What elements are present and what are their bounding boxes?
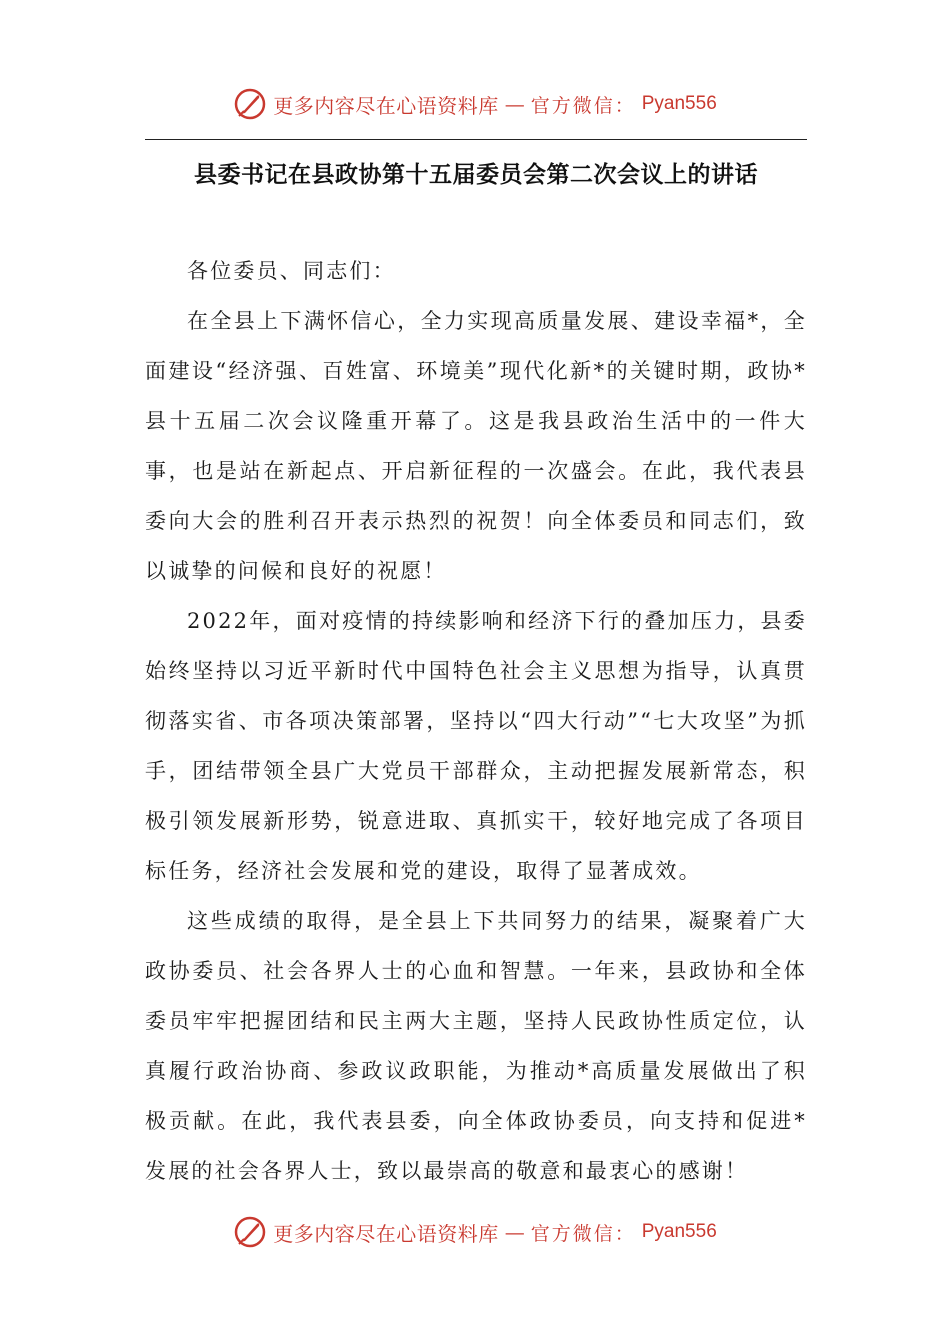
paragraph-1: 在全县上下满怀信心，全力实现高质量发展、建设幸福*，全面建设“经济强、百姓富、环境美”现代化新*的关键时期，政协*县十五届二次会议隆重开幕了。这是我县政治生活中的一件大事，也是站在新起点、开启新征程的一次盛会。在此，我代表县委向大会的胜利召开表示热烈的祝贺！向全体委员和同志们，致以诚挚的问候和良好的祝愿！	[145, 309, 807, 583]
watermark-official-label: 官方微信：	[530, 94, 636, 117]
quill-logo-icon	[233, 1215, 267, 1249]
watermark-dash: —	[504, 92, 525, 116]
salutation: 各位委员、同志们：	[187, 259, 396, 283]
document-body	[145, 246, 807, 1196]
watermark-brand: 更多内容尽在心语资料库	[273, 1221, 499, 1246]
watermark-wechat-id: Pyan556	[641, 1221, 717, 1242]
watermark-wechat-id: Pyan556	[641, 93, 717, 114]
watermark-dash: —	[504, 1220, 525, 1244]
quill-logo-icon	[233, 87, 267, 121]
watermark-official-label: 官方微信：	[530, 1222, 636, 1245]
watermark-brand: 更多内容尽在心语资料库	[273, 93, 499, 118]
header-watermark	[0, 82, 950, 126]
document-title: 县委书记在县政协第十五届委员会第二次会议上的讲话	[194, 162, 758, 188]
header-divider	[145, 139, 807, 140]
footer-watermark	[0, 1210, 950, 1254]
paragraph-2: 2022年，面对疫情的持续影响和经济下行的叠加压力，县委始终坚持以习近平新时代中国特色社会主义思想为指导，认真贯彻落实省、市各项决策部署，坚持以“四大行动”“七大攻坚”为抓手，团结带领全县广大党员干部群众，主动把握发展新常态，积极引领发展新形势，锐意进取、真抓实干，较好地完成了各项目标任务，经济社会发展和党的建设，取得了显著成效。	[145, 609, 807, 883]
paragraph-3: 这些成绩的取得，是全县上下共同努力的结果，凝聚着广大政协委员、社会各界人士的心血和智慧。一年来，县政协和全体委员牢牢把握团结和民主两大主题，坚持人民政协性质定位，认真履行政治协商、参政议政职能，为推动*高质量发展做出了积极贡献。在此，我代表县委，向全体政协委员，向支持和促进*发展的社会各界人士，致以最崇高的敬意和最衷心的感谢！	[145, 909, 807, 1183]
